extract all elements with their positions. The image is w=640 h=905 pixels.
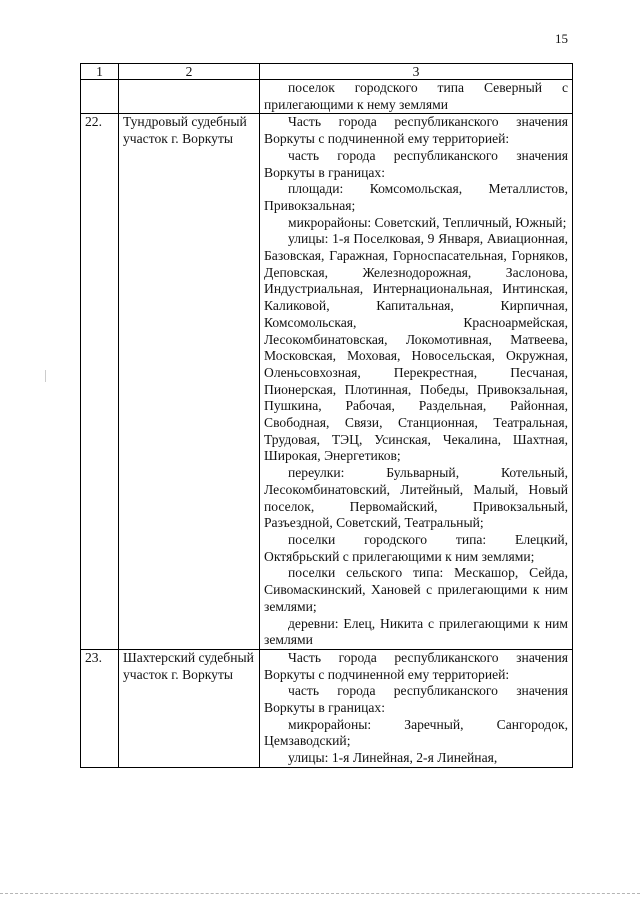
- boundary-paragraph: деревни: Елец, Никита с прилегающими к ним землями: [264, 615, 568, 648]
- column-header-1: 1: [81, 64, 119, 80]
- scan-mark: [45, 370, 46, 382]
- continuation-number-cell: [81, 80, 119, 114]
- boundary-paragraph: микрорайоны: Советский, Тепличный, Южный;: [288, 214, 567, 230]
- table-header-row: [81, 64, 573, 80]
- column-header-2: 2: [119, 64, 260, 80]
- boundary-paragraph: часть города республиканского значения Воркуты в границах:: [264, 147, 568, 180]
- jurisdiction-table: [80, 63, 573, 768]
- page-number: 15: [555, 31, 568, 46]
- boundary-paragraph: площади: Комсомольская, Металлистов, Привокзальная;: [264, 181, 568, 213]
- boundary-paragraph: Часть города республиканского значения Воркуты с подчиненной ему территорией:: [264, 649, 568, 682]
- continuation-text-cell: [260, 80, 573, 114]
- district-boundaries: [260, 114, 573, 650]
- boundary-paragraph: поселки сельского типа: Мескашор, Сейда, Сивомаскинский, Хановей с прилегающими к ним землями;: [264, 565, 568, 614]
- continuation-row: [81, 80, 573, 114]
- row-number: 23.: [81, 649, 119, 767]
- column-header-3: 3: [260, 64, 573, 80]
- boundary-paragraph: улицы: 1-я Поселковая, 9 Января, Авиационная, Базовская, Гаражная, Горноспасательная, Горняков, Деповская, Железнодорожная, Заслонова, Индустриальная, Интернациональная, Интинская, Каликовой, Капитальная, Кирпичная, Комсомольская, Красноармейская, Лесокомбинатовская, Локомотивная, Матвеева, Московская, Моховая, Новосельская, Окружная, Оленьсовхозная, Перекрестная, Песчаная, Пионерская, Плотинная, Победы, Привокзальная, Пушкина, Рабочая, Раздельная, Районная, Свободная, Связи, Станционная, Театральная, Трудовая, ТЭЦ, Усинская, Чекалина, Шахтная, Широкая, Энергетиков;: [264, 231, 568, 464]
- boundary-paragraph: часть города республиканского значения Воркуты в границах:: [264, 683, 568, 716]
- continuation-name-cell: [119, 80, 260, 114]
- boundary-paragraph: Часть города республиканского значения Воркуты с подчиненной ему территорией:: [264, 114, 568, 147]
- table-row: [81, 114, 573, 650]
- district-boundaries: [260, 649, 573, 767]
- court-district-name: Тундровый судебный участок г. Воркуты: [119, 114, 260, 650]
- table-row: [81, 649, 573, 767]
- court-district-name: Шахтерский судебный участок г. Воркуты: [119, 649, 260, 767]
- continuation-paragraph: поселок городского типа Северный с прилегающими к нему землями: [264, 80, 568, 112]
- page-bottom-rule: [0, 893, 640, 894]
- boundary-paragraph: микрорайоны: Заречный, Сангородок, Цемзаводский;: [264, 716, 568, 749]
- row-number: 22.: [81, 114, 119, 650]
- boundary-paragraph: поселки городского типа: Елецкий, Октябрьский с прилегающими к ним землями;: [264, 531, 568, 564]
- boundary-paragraph: улицы: 1-я Линейная, 2-я Линейная,: [288, 750, 498, 766]
- boundary-paragraph: переулки: Бульварный, Котельный, Лесокомбинатовский, Литейный, Малый, Новый поселок, Первомайский, Привокзальный, Разъездной, Советский, Театральный;: [264, 465, 568, 531]
